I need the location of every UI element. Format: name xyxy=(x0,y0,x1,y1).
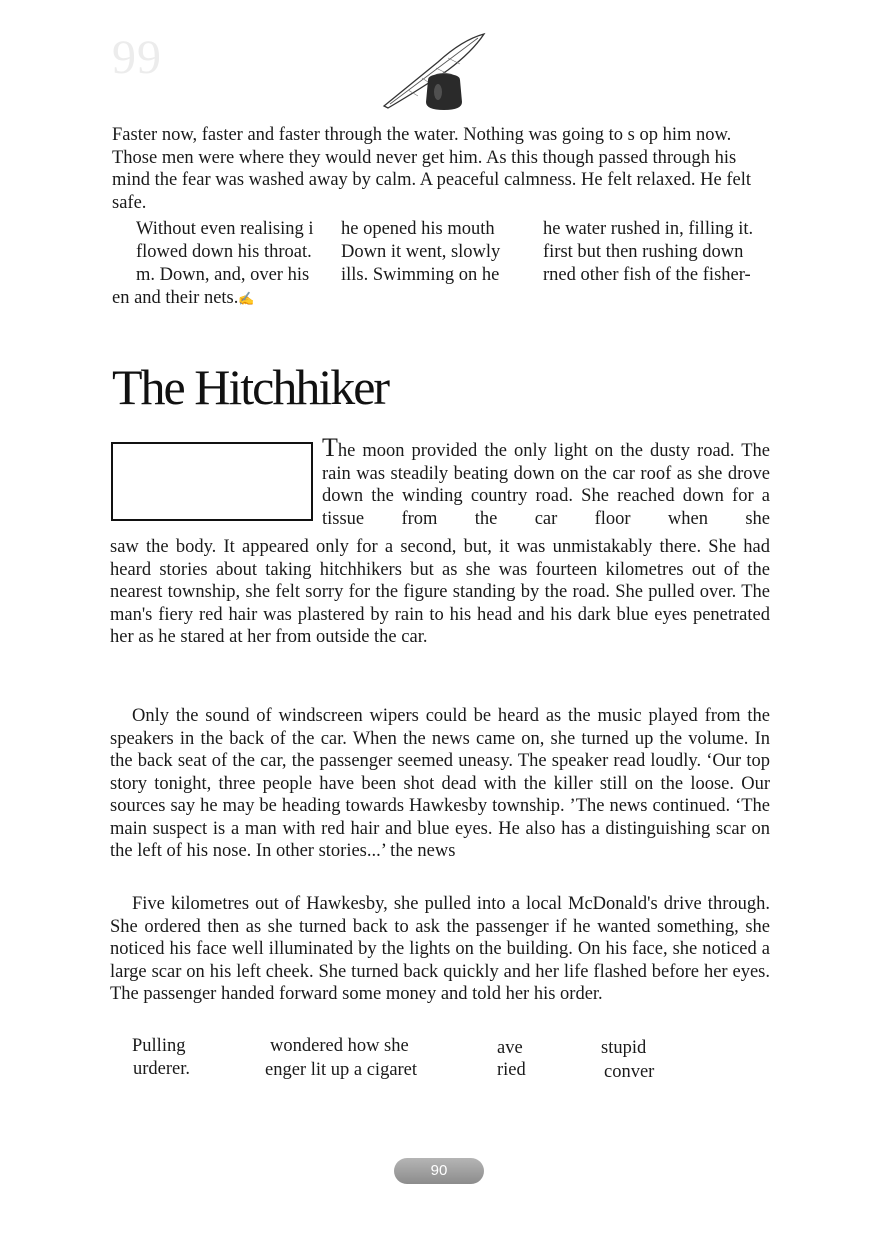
story1-fragment-column-2 xyxy=(341,218,500,287)
story-title: The Hitchhiker xyxy=(112,359,389,415)
story2-paragraph-1: saw the body. It appeared only for a second, but, it was unmistakably there. She had heard stories about taking hitchhikers but as she was fourteen kilometres out of the nearest township, she felt sorry for the figure standing by the road. She pulled over. The man's fiery red hair was plastered by rain to his head and his dark blue eyes penetrated her as he stared at her from outside the car. xyxy=(110,537,770,647)
fragment-line: he water rushed in, filling it. xyxy=(543,219,754,239)
story2-opening-lines: The moon provided the only light on the dusty road. The rain was steadily beating down on the car roof as she drove down the winding country road. She reached down for a tissue from the car floor when she xyxy=(322,433,770,529)
story1-fragment-column-3 xyxy=(543,218,753,287)
fragment-line: flowed down his throat. xyxy=(136,242,312,262)
fragment-text: urderer. xyxy=(133,1059,191,1079)
fragment-text: stupid xyxy=(601,1038,647,1058)
story2-paragraph-3: Five kilometres out of Hawkesby, she pulled into a local McDonald's drive through. She ordered then as she turned back to ask the passenger if he wanted something, she noticed his face well illuminated by the lights on the building. On his face, she noticed a large scar on his left cheek. She turned back quickly and her life flashed before her eyes. The passenger handed forward some money and told her his order. xyxy=(110,894,770,1004)
fragment-line: m. Down, and, over his xyxy=(136,265,310,285)
pen-icon: ✍ xyxy=(238,291,255,306)
fragment-text: conver xyxy=(604,1062,655,1082)
faint-header-number: 99 xyxy=(112,31,162,84)
fragment-line: rned other fish of the fisher- xyxy=(543,265,751,285)
fragment-line: Down it went, slowly xyxy=(341,242,501,262)
fragment-line: ills. Swimming on he xyxy=(341,265,500,285)
fragment-line: first but then rushing down xyxy=(543,242,744,262)
fragment-line: en and their nets.✍ xyxy=(112,288,255,308)
image-placeholder-box xyxy=(111,442,313,521)
story2-paragraph-2: Only the sound of windscreen wipers could be heard as the music played from the speakers in the back of the car. When the news came on, she turned up the volume. In the back seat of the car, the passenger seemed uneasy. The speaker read loudly. ‘Our top story tonight, three people have been shot dead with the killer still on the loose. Our sources say he may be heading towards Hawkesby township. ’The news continued. ‘The main suspect is a man with red hair and blue eyes. He also has a distinguishing scar on the left of his nose. In other stories...’ the news xyxy=(110,706,770,861)
fragment-text: ave xyxy=(497,1038,523,1058)
fragment-line: Without even realising i xyxy=(136,219,314,239)
story1-fragment-column-1 xyxy=(112,218,314,310)
drop-cap: T xyxy=(322,433,338,462)
page-number-badge: 90 xyxy=(394,1158,484,1184)
fragment-text: Pulling xyxy=(132,1036,186,1056)
fragment-line: he opened his mouth xyxy=(341,219,495,239)
story1-paragraph: Faster now, faster and faster through the water. Nothing was going to s op him now. Those men were where they would never get him. As this though passed through his mind the fear was washed away by calm. A peaceful calmness. He felt relaxed. He felt safe. xyxy=(112,125,752,213)
fragment-text: wondered how she xyxy=(270,1036,409,1056)
quill-inkwell-icon xyxy=(378,30,488,112)
fragment-text: enger lit up a cigaret xyxy=(265,1060,418,1080)
fragment-text: ried xyxy=(497,1060,526,1080)
